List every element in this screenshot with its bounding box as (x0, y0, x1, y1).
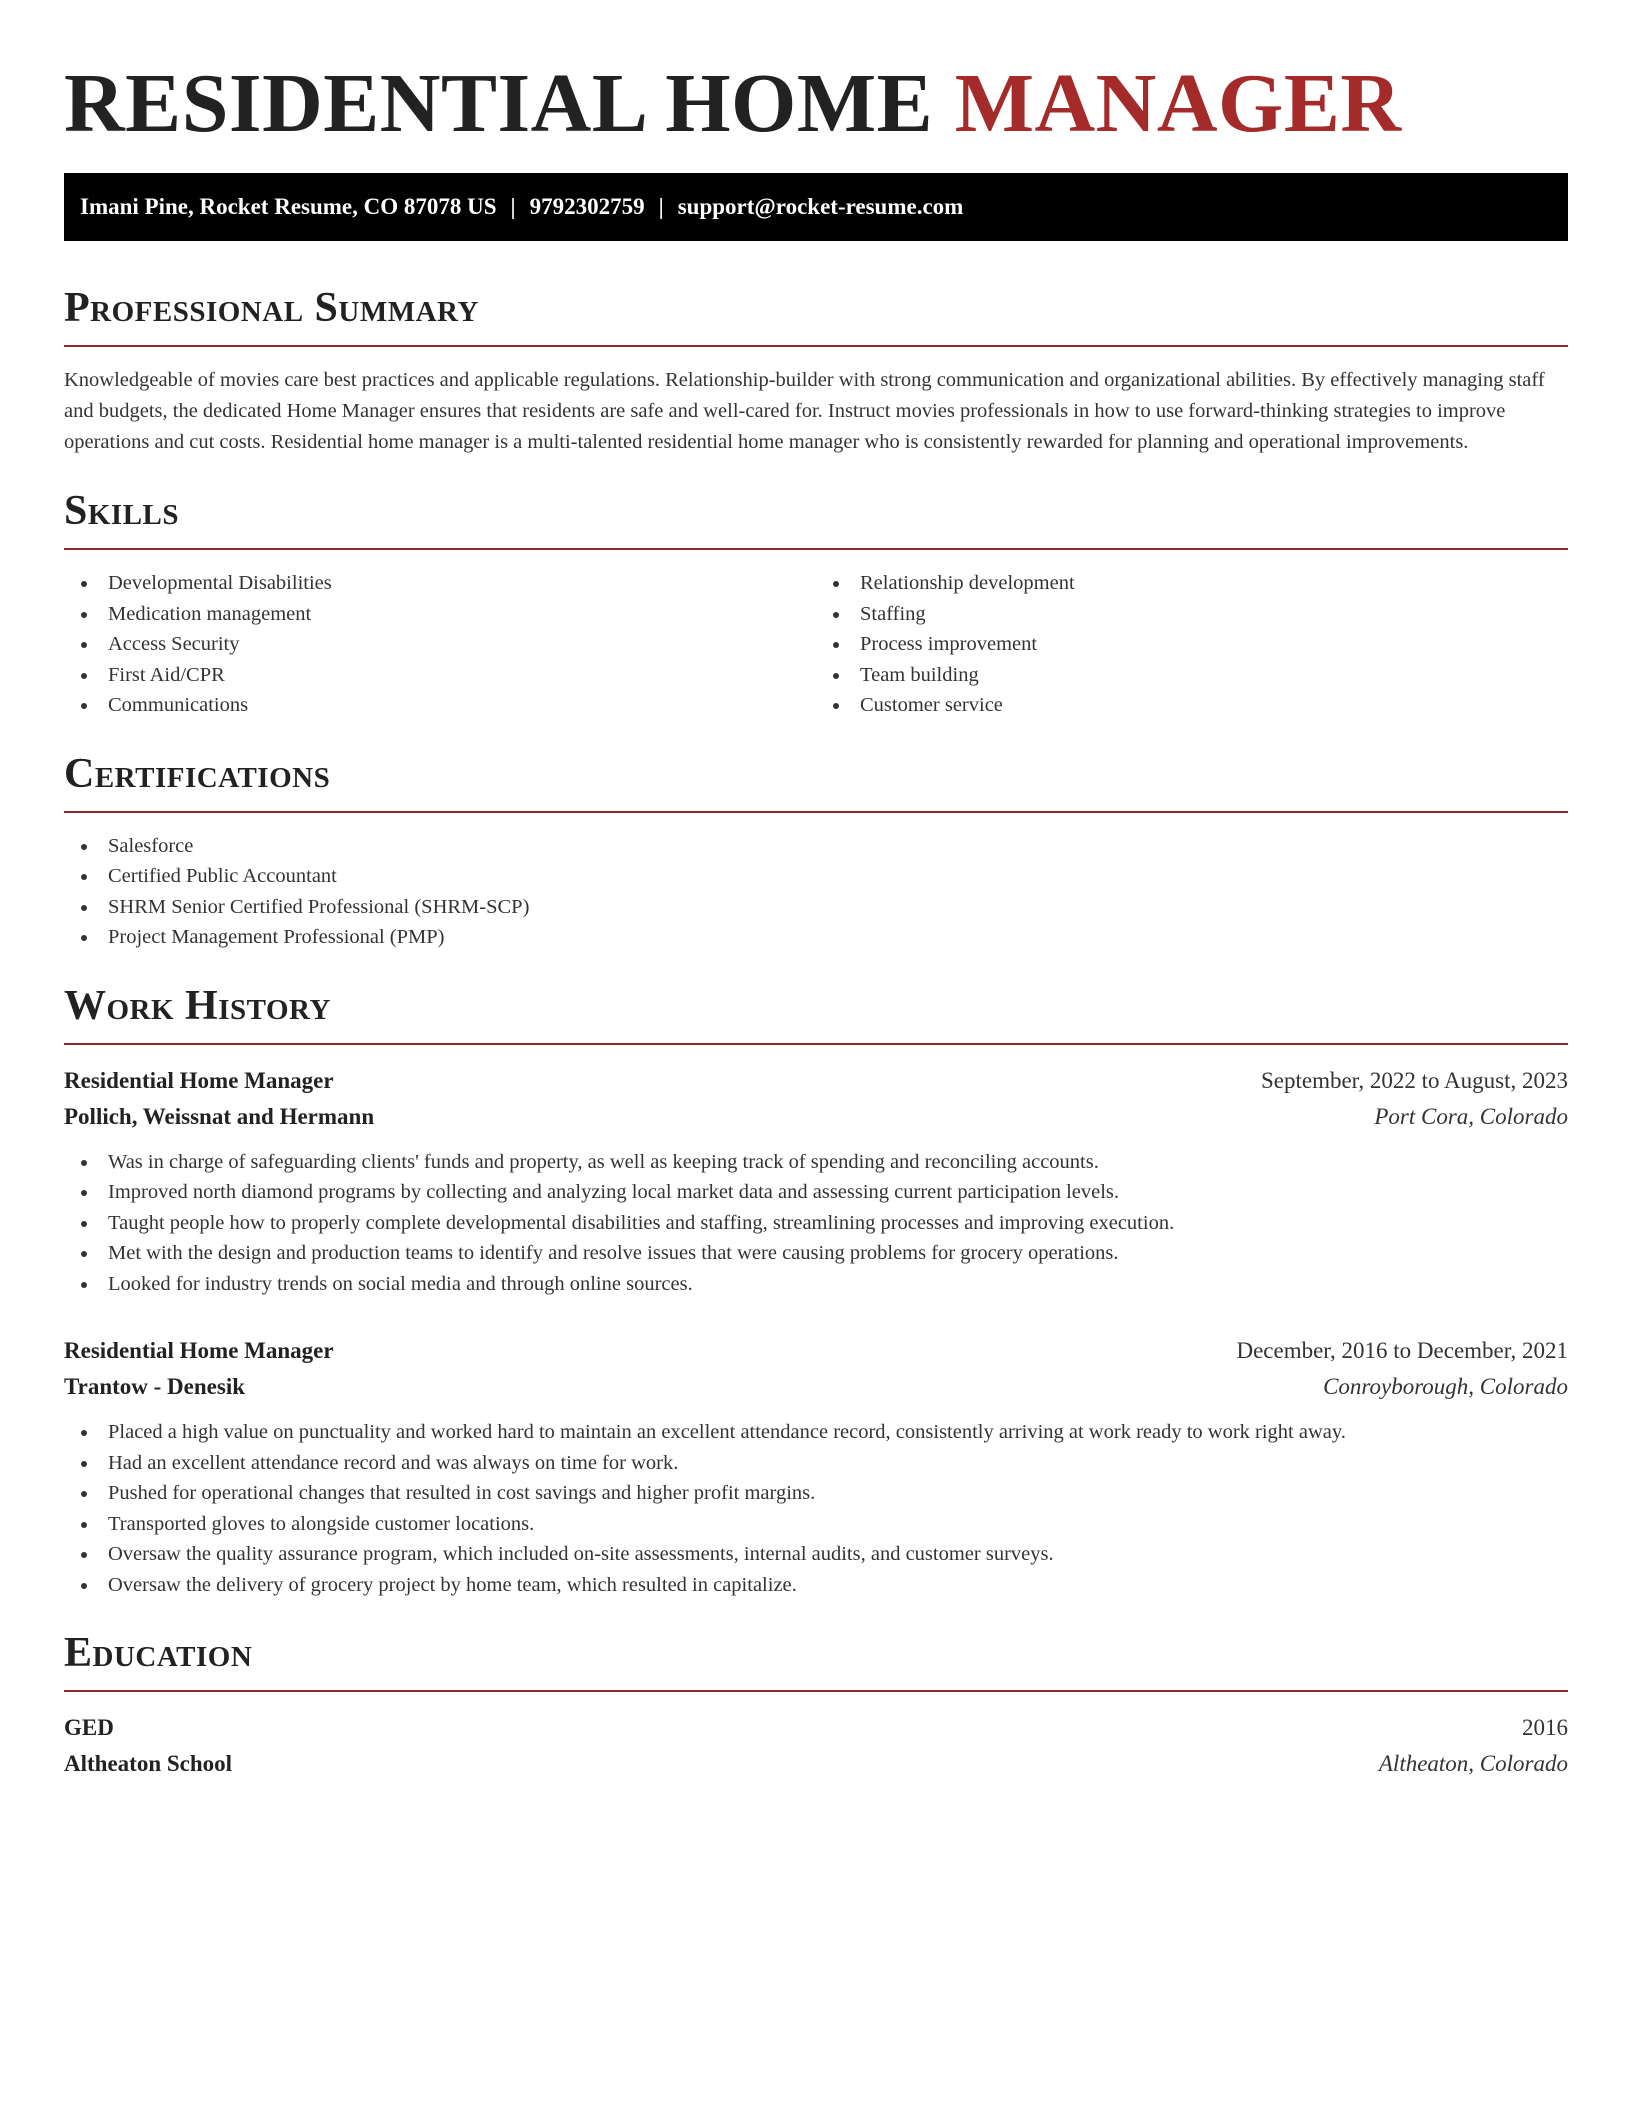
job-bullet: Improved north diamond programs by collecting and analyzing local market data and assessing current participation levels. (64, 1177, 1568, 1208)
job-entry (64, 1063, 1568, 1300)
job-bullets (64, 1417, 1568, 1600)
skill-item: Relationship development (816, 568, 1568, 599)
section-divider (64, 811, 1568, 813)
certifications-list (64, 831, 1568, 953)
certifications-heading: Certifications (64, 750, 331, 797)
work-history-heading: Work History (64, 982, 331, 1029)
education-location: Altheaton, Colorado (1378, 1751, 1568, 1776)
section-skills (64, 488, 1568, 721)
job-bullet: Transported gloves to alongside customer locations. (64, 1509, 1568, 1540)
skill-item: First Aid/CPR (64, 660, 816, 691)
skill-item: Staffing (816, 599, 1568, 630)
job-bullet: Met with the design and production teams to identify and resolve issues that were causing problems for grocery operations. (64, 1238, 1568, 1269)
job-bullets (64, 1147, 1568, 1300)
title-main: RESIDENTIAL HOME (64, 57, 934, 150)
education-degree-row (64, 1710, 1568, 1746)
summary-text: Knowledgeable of movies care best practices and applicable regulations. Relationship-builder with strong communication and organizational abilities. By effectively managing staff and budgets, the dedicated Home Manager ensures that residents are safe and well-cared for. Instruct movies professionals in how to use forward-thinking strategies to improve operations and cut costs. Residential home manager is a multi-talented residential home manager who is consistently rewarded for planning and operational improvements. (64, 369, 1545, 453)
job-bullet: Had an excellent attendance record and was always on time for work. (64, 1448, 1568, 1479)
education-year: 2016 (1522, 1715, 1568, 1740)
summary-heading: Professional Summary (64, 285, 479, 331)
job-title-row (64, 1333, 1568, 1369)
section-work-history (64, 983, 1568, 1601)
job-location: Port Cora, Colorado (1374, 1103, 1568, 1129)
contact-address: Imani Pine, Rocket Resume, CO 87078 US (80, 194, 497, 219)
job-company: Trantow - Denesik (64, 1374, 246, 1399)
skills-heading: Skills (64, 488, 180, 534)
job-title: Residential Home Manager (64, 1067, 334, 1093)
education-heading: Education (64, 1630, 253, 1676)
skills-list-left (64, 568, 816, 721)
job-bullet: Taught people how to properly complete developmental disabilities and staffing, streamlining processes and improving execution. (64, 1208, 1568, 1239)
section-certifications (64, 751, 1568, 953)
section-divider (64, 345, 1568, 347)
section-divider (64, 548, 1568, 550)
section-education (64, 1630, 1568, 1782)
skill-item: Medication management (64, 599, 816, 630)
job-dates: December, 2016 to December, 2021 (1236, 1338, 1568, 1363)
contact-bar (64, 173, 1568, 241)
certification-item: Project Management Professional (PMP) (64, 922, 1568, 953)
job-company-row (64, 1099, 1568, 1135)
job-entry (64, 1333, 1568, 1600)
skill-item: Team building (816, 660, 1568, 691)
skill-item: Customer service (816, 690, 1568, 721)
job-title-row (64, 1063, 1568, 1099)
education-school-row (64, 1746, 1568, 1782)
job-dates: September, 2022 to August, 2023 (1260, 1067, 1568, 1093)
certification-item: Certified Public Accountant (64, 861, 1568, 892)
skill-item: Process improvement (816, 629, 1568, 660)
skill-item: Access Security (64, 629, 816, 660)
section-divider (64, 1690, 1568, 1692)
contact-phone: 9792302759 (529, 194, 645, 219)
job-bullet: Oversaw the delivery of grocery project by home team, which resulted in capitalize. (64, 1570, 1568, 1601)
certification-item: Salesforce (64, 831, 1568, 862)
contact-email: support@rocket-resume.com (677, 194, 964, 219)
job-bullet: Placed a high value on punctuality and worked hard to maintain an excellent attendance record, consistently arriving at work ready to work right away. (64, 1417, 1568, 1448)
job-location: Conroyborough, Colorado (1323, 1374, 1568, 1399)
job-bullet: Pushed for operational changes that resulted in cost savings and higher profit margins. (64, 1478, 1568, 1509)
job-company-row (64, 1369, 1568, 1405)
job-title: Residential Home Manager (64, 1338, 334, 1363)
certification-item: SHRM Senior Certified Professional (SHRM-SCP) (64, 892, 1568, 923)
section-divider (64, 1043, 1568, 1045)
education-school: Altheaton School (64, 1751, 233, 1776)
job-bullet: Was in charge of safeguarding clients' funds and property, as well as keeping track of spending and reconciling accounts. (64, 1147, 1568, 1178)
skill-item: Communications (64, 690, 816, 721)
title-accent: MANAGER (954, 57, 1402, 150)
resume-title (64, 58, 1568, 150)
contact-separator: | (510, 194, 516, 219)
job-bullet: Oversaw the quality assurance program, which included on-site assessments, internal audits, and customer surveys. (64, 1539, 1568, 1570)
education-degree: GED (64, 1715, 114, 1740)
skill-item: Developmental Disabilities (64, 568, 816, 599)
skills-list-right (816, 568, 1568, 721)
section-summary (64, 285, 1568, 458)
job-company: Pollich, Weissnat and Hermann (64, 1103, 375, 1129)
job-bullet: Looked for industry trends on social media and through online sources. (64, 1269, 1568, 1300)
skills-grid (64, 568, 1568, 721)
contact-separator: | (658, 194, 664, 219)
